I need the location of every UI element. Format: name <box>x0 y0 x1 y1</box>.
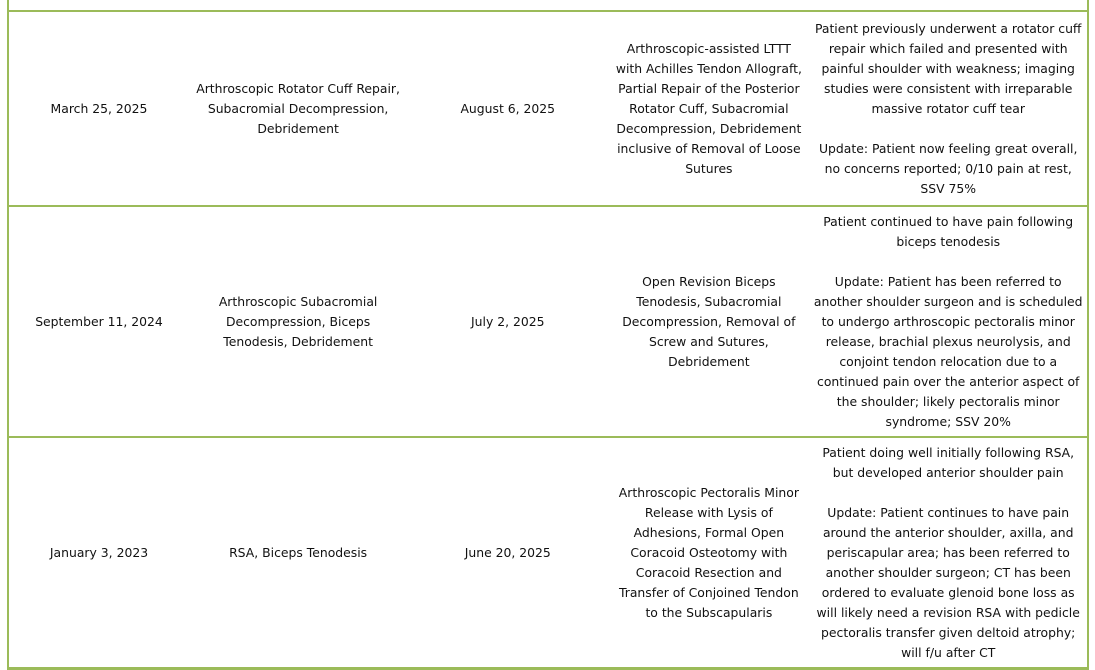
revision-date-cell <box>407 206 608 437</box>
table-row <box>8 11 1088 206</box>
revision-date: July 2, 2025 <box>471 313 545 329</box>
revision-procedure-cell <box>608 437 809 669</box>
notes-cell <box>809 437 1088 669</box>
notes-spacer <box>809 252 1087 272</box>
revision-cases-table <box>7 10 1089 670</box>
revision-date-cell <box>407 11 608 206</box>
index-procedure-cell <box>189 11 407 206</box>
revision-date: August 6, 2025 <box>460 100 556 116</box>
index-procedure-cell <box>189 437 407 669</box>
index-procedure-cell <box>189 206 407 437</box>
revision-procedure-cell <box>608 11 809 206</box>
index-procedure: Arthroscopic Subacromial Decompression, Biceps Tenodesis, Debridement <box>218 293 378 349</box>
index-date: January 3, 2023 <box>49 545 149 560</box>
notes-cell <box>809 11 1088 206</box>
update-notes: Update: Patient has been referred to another shoulder surgeon and is scheduled to undergo arthroscopic pectoralis minor release, brachial plexus neurolysis, and conjoint tendon relocation due to a continued pain over the anterior aspect of the shoulder; likely pectoralis minor syndrome; SSV 20% <box>813 273 1083 429</box>
clinical-notes: Patient continued to have pain following biceps tenodesis <box>823 213 1074 249</box>
index-date: September 11, 2024 <box>35 313 163 329</box>
notes-spacer <box>809 119 1087 139</box>
clinical-notes: Patient previously underwent a rotator cuff repair which failed and presented with painful shoulder with weakness; imaging studies were consistent with irreparable massive rotator cuff tear <box>814 20 1082 116</box>
revision-procedure: Open Revision Biceps Tenodesis, Subacromial Decompression, Removal of Screw and Sutures, Debridement <box>622 273 796 369</box>
revision-procedure: Arthroscopic-assisted LTTT with Achilles Tendon Allograft, Partial Repair of the Posterior Rotator Cuff, Subacromial Decompression, Debridement inclusive of Removal of Loose Sutures <box>615 40 802 176</box>
notes-spacer <box>809 483 1087 503</box>
index-date-cell <box>8 11 189 206</box>
revision-procedure: Arthroscopic Pectoralis Minor Release with Lysis of Adhesions, Formal Open Coracoid Osteotomy with Coracoid Resection and Transfer of Conjoined Tendon to the Subscapularis <box>618 485 799 620</box>
index-date-cell <box>8 437 189 669</box>
revision-date-cell <box>407 437 608 669</box>
table-top-edge <box>7 0 1089 10</box>
update-notes: Update: Patient continues to have pain around the anterior shoulder, axilla, and periscapular area; has been referred to another shoulder surgeon; CT has been ordered to evaluate glenoid bone loss as will likely need a revision RSA with pedicle pectoralis transfer given deltoid atrophy; will f/u after CT <box>816 505 1080 660</box>
update-notes: Update: Patient now feeling great overall, no concerns reported; 0/10 pain at rest, SSV 75% <box>818 140 1078 196</box>
revision-procedure-cell <box>608 206 809 437</box>
revision-date: June 20, 2025 <box>464 545 551 560</box>
index-procedure: Arthroscopic Rotator Cuff Repair, Subacromial Decompression, Debridement <box>196 80 400 136</box>
index-date-cell <box>8 206 189 437</box>
table-row <box>8 437 1088 669</box>
notes-cell <box>809 206 1088 437</box>
table-row <box>8 206 1088 437</box>
clinical-notes: Patient doing well initially following RSA, but developed anterior shoulder pain <box>822 445 1075 480</box>
index-date: March 25, 2025 <box>50 100 148 116</box>
index-procedure: RSA, Biceps Tenodesis <box>229 545 368 560</box>
